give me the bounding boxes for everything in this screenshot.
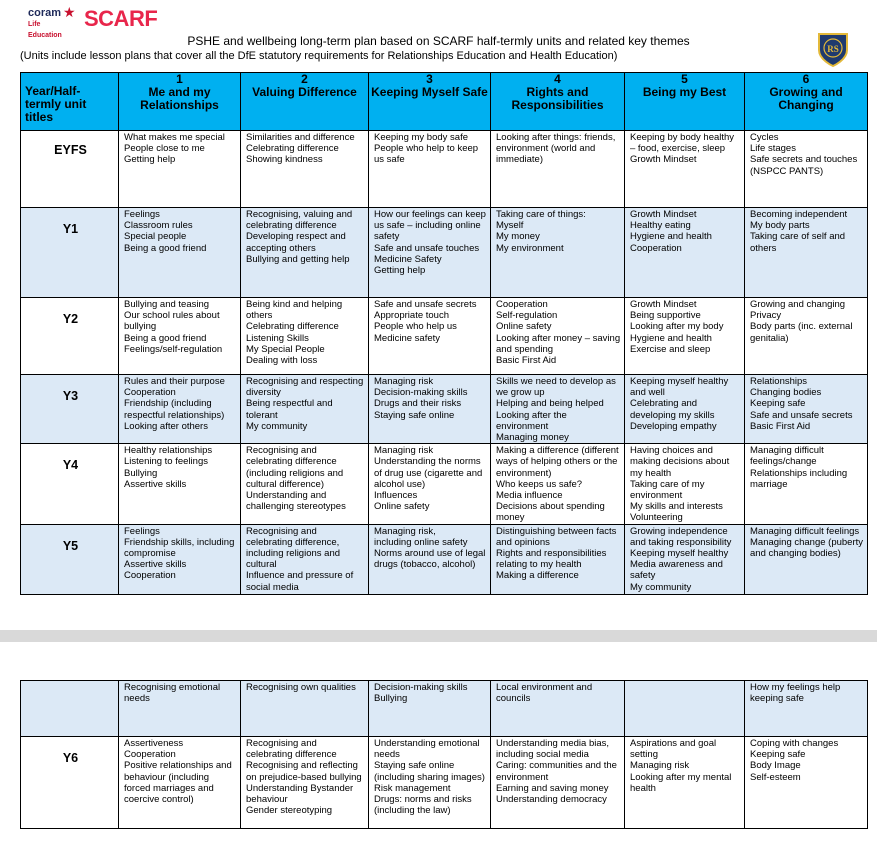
table-row <box>21 131 868 208</box>
theme-cell <box>625 681 745 737</box>
theme-item: Cooperation <box>630 242 682 254</box>
theme-item: Self-esteem <box>750 771 801 783</box>
theme-item: People who help us <box>374 321 457 333</box>
theme-item: Bullying <box>124 467 158 479</box>
theme-item: Dealing with loss <box>246 355 318 367</box>
theme-item: Risk management <box>374 782 451 794</box>
theme-item: Norms around use of legal drugs (tobacco, alcohol) <box>374 548 486 571</box>
theme-item: Who keeps us safe? <box>496 478 583 490</box>
theme-item: Being a good friend <box>124 332 207 344</box>
unit-header-3 <box>369 73 491 131</box>
theme-item: Coping with changes <box>750 738 839 749</box>
theme-item: Safe and unsafe secrets <box>374 299 477 310</box>
theme-item: Body parts (inc. external genitalia) <box>750 321 853 344</box>
theme-item: My community <box>630 581 692 593</box>
theme-item: Keeping my body safe <box>374 132 469 143</box>
theme-cell <box>491 737 625 829</box>
theme-item: Assertive skills <box>124 478 187 490</box>
theme-item: Keeping myself healthy <box>630 548 729 560</box>
theme-cell <box>625 131 745 208</box>
theme-item: Developing respect and accepting others <box>246 231 346 254</box>
theme-item: Getting help <box>124 154 176 166</box>
theme-cell <box>119 375 241 444</box>
theme-cell <box>491 208 625 298</box>
page-break-divider <box>0 630 877 642</box>
theme-item: Assertive skills <box>124 559 187 571</box>
theme-item: What makes me special <box>124 132 225 143</box>
theme-item: Staying safe online (including sharing images) <box>374 760 485 783</box>
theme-item: Volunteering <box>630 512 683 524</box>
theme-item: Online safety <box>374 501 430 513</box>
theme-item: Friendship (including respectful relationships) <box>124 398 225 421</box>
unit-title: Me and my Relationships <box>140 85 219 112</box>
unit-header-2 <box>241 73 369 131</box>
theme-item: Privacy <box>750 310 782 322</box>
unit-number: 2 <box>301 72 308 86</box>
theme-item: Recognising and celebrating difference (including religions and cultural difference) <box>246 445 344 490</box>
theme-item: Taking care of things: <box>496 209 586 220</box>
theme-item: Exercise and sleep <box>630 343 711 355</box>
table-row <box>21 524 868 594</box>
theme-cell <box>491 681 625 737</box>
theme-item: Earning and saving money <box>496 782 609 794</box>
theme-item: Getting help <box>374 265 426 277</box>
theme-item: Similarities and difference <box>246 132 355 143</box>
theme-item: Cooperation <box>496 299 548 310</box>
theme-item: Developing empathy <box>630 420 717 432</box>
theme-item: Understanding emotional needs <box>374 738 480 761</box>
theme-cell <box>369 375 491 444</box>
theme-item: People close to me <box>124 143 205 155</box>
theme-item: Gender stereotyping <box>246 805 333 817</box>
theme-cell <box>491 524 625 594</box>
year-label: Y1 <box>21 208 119 298</box>
theme-item: Decision-making skills <box>374 682 468 693</box>
theme-item: Celebrating difference <box>246 143 339 155</box>
theme-cell <box>369 524 491 594</box>
theme-item: Looking after others <box>124 420 208 432</box>
theme-item: Online safety <box>496 321 552 333</box>
theme-item: Feelings/self-regulation <box>124 343 223 355</box>
theme-cell <box>241 375 369 444</box>
theme-item: Influence and pressure of social media <box>246 570 354 593</box>
theme-item: Understanding democracy <box>496 794 607 806</box>
theme-item: Healthy eating <box>630 220 691 232</box>
table-row <box>21 208 868 298</box>
theme-item: Decisions about spending money <box>496 501 605 524</box>
theme-item: Recognising and respecting diversity <box>246 376 364 399</box>
theme-item: Looking after money – saving and spending <box>496 332 621 355</box>
year-label: Y6 <box>21 737 119 829</box>
theme-item: Taking care of self and others <box>750 231 846 254</box>
theme-item: Special people <box>124 231 187 243</box>
theme-cell <box>119 131 241 208</box>
theme-item: Being respectful and tolerant <box>246 398 333 421</box>
table-row <box>21 375 868 444</box>
theme-cell <box>491 131 625 208</box>
theme-item: My skills and interests <box>630 501 723 513</box>
theme-cell <box>369 737 491 829</box>
theme-cell <box>625 298 745 375</box>
theme-item: Looking after the environment <box>496 409 567 432</box>
theme-item: Relationships including marriage <box>750 467 848 490</box>
unit-title: Growing and Changing <box>769 85 843 112</box>
page-subtitle: (Units include lesson plans that cover all the DfE statutory requirements for Relationships Education and Health Education) <box>20 50 618 62</box>
theme-item: Looking after things: friends, environment (world and immediate) <box>496 132 616 166</box>
theme-cell <box>119 208 241 298</box>
theme-item: Becoming independent <box>750 209 848 220</box>
theme-item: Managing change (puberty and changing bodies) <box>750 536 864 560</box>
theme-item: Recognising, valuing and celebrating difference <box>246 209 353 232</box>
theme-item: Hygiene and health <box>630 231 712 243</box>
theme-item: Safe and unsafe secrets <box>750 409 853 421</box>
unit-number: 4 <box>554 72 561 86</box>
theme-cell <box>369 208 491 298</box>
theme-cell <box>369 131 491 208</box>
theme-item: Rights and responsibilities relating to my health <box>496 548 607 571</box>
theme-item: Basic First Aid <box>496 355 557 367</box>
theme-item: Basic First Aid <box>750 420 811 432</box>
year-label: Y4 <box>21 444 119 524</box>
theme-item: Media awareness and safety <box>630 559 723 582</box>
theme-item: Listening to feelings <box>124 456 208 468</box>
theme-cell <box>241 298 369 375</box>
unit-header-1 <box>119 73 241 131</box>
unit-title: Keeping Myself Safe <box>371 85 488 99</box>
long-term-plan-table <box>20 72 868 595</box>
theme-item: Classroom rules <box>124 220 193 232</box>
theme-item: Life stages <box>750 143 796 155</box>
theme-cell <box>241 208 369 298</box>
theme-item: Recognising emotional needs <box>124 682 221 705</box>
theme-item: Understanding the norms of drug use (cigarette and alcohol use) <box>374 456 483 490</box>
theme-item: Managing difficult feelings/change <box>750 445 824 468</box>
theme-item: Being a good friend <box>124 242 207 254</box>
unit-header-4 <box>491 73 625 131</box>
theme-item: Assertiveness <box>124 738 184 749</box>
theme-cell <box>369 681 491 737</box>
theme-item: My community <box>246 420 308 432</box>
theme-cell <box>745 208 868 298</box>
theme-item: Recognising and celebrating difference, including religions and cultural <box>246 525 341 571</box>
year-column-header: Year/Half-termly unit titles <box>21 73 119 131</box>
theme-item: Understanding Bystander behaviour <box>246 782 354 806</box>
theme-cell <box>119 298 241 375</box>
theme-item: Looking after my body <box>630 321 724 333</box>
unit-number: 1 <box>176 72 183 86</box>
theme-item: Friendship skills, including compromise <box>124 536 235 560</box>
theme-item: Growth Mindset <box>630 154 697 166</box>
table-row <box>21 737 868 829</box>
theme-item: Relationships <box>750 376 808 387</box>
theme-cell <box>119 444 241 524</box>
theme-item: Skills we need to develop as we grow up <box>496 376 616 399</box>
theme-cell <box>745 444 868 524</box>
theme-item: Body Image <box>750 760 801 772</box>
theme-item: Drugs and their risks <box>374 398 462 410</box>
theme-item: Managing risk, <box>374 525 436 537</box>
theme-cell <box>745 524 868 594</box>
page-title: PSHE and wellbeing long-term plan based on SCARF half-termly units and related key themes <box>187 34 690 48</box>
theme-cell <box>625 524 745 594</box>
theme-item: Taking care of my environment <box>630 478 705 502</box>
theme-cell <box>369 444 491 524</box>
theme-item: Medicine safety <box>374 332 441 344</box>
theme-cell <box>241 737 369 829</box>
theme-item: Changing bodies <box>750 387 822 399</box>
theme-cell <box>625 444 745 524</box>
theme-item: Recognising own qualities <box>246 682 356 693</box>
theme-item: My Special People <box>246 343 325 355</box>
unit-number: 3 <box>426 72 433 86</box>
theme-item: Positive relationships and behaviour (including forced marriages and coercive control) <box>124 760 232 806</box>
theme-item: Safe secrets and touches (NSPCC PANTS) <box>750 154 858 177</box>
theme-item: Listening Skills <box>246 332 309 344</box>
theme-item: Making a difference (different ways of helping others or the environment) <box>496 445 619 479</box>
theme-cell <box>745 681 868 737</box>
coram-subtitle: Life Education <box>28 21 62 39</box>
unit-header-5 <box>625 73 745 131</box>
theme-item: How our feelings can keep us safe – including online safety <box>374 209 486 243</box>
theme-item: Feelings <box>124 209 160 220</box>
theme-item: Keeping safe <box>750 749 806 761</box>
theme-item: Self-regulation <box>496 310 558 322</box>
theme-item: Keeping by body healthy – food, exercise, sleep <box>630 132 735 155</box>
theme-item: Influences <box>374 490 418 502</box>
theme-item: Hygiene and health <box>630 332 712 344</box>
theme-cell <box>491 375 625 444</box>
unit-number: 5 <box>681 72 688 86</box>
theme-item: Having choices and making decisions about my health <box>630 445 730 479</box>
unit-title: Rights and Responsibilities <box>511 85 604 112</box>
theme-cell <box>241 131 369 208</box>
scarf-logo: SCARF <box>84 6 158 31</box>
theme-item: Staying safe online <box>374 409 455 421</box>
theme-item: Bullying <box>374 693 408 705</box>
theme-item: Appropriate touch <box>374 310 449 322</box>
theme-item: Celebrating and developing my skills <box>630 398 715 421</box>
theme-item: Safe and unsafe touches <box>374 242 480 254</box>
theme-item: including online safety <box>374 536 468 548</box>
theme-cell <box>745 131 868 208</box>
theme-item: Cooperation <box>124 749 176 761</box>
table-row <box>21 444 868 524</box>
theme-cell <box>119 524 241 594</box>
theme-cell <box>625 737 745 829</box>
theme-item: My environment <box>496 242 564 254</box>
table-header-row <box>21 73 868 131</box>
theme-item: Rules and their purpose <box>124 376 225 387</box>
theme-cell <box>241 681 369 737</box>
long-term-plan-table-continued <box>20 680 868 829</box>
table-row <box>21 298 868 375</box>
theme-item: Feelings <box>124 525 160 537</box>
theme-item: Aspirations and goal setting <box>630 738 717 761</box>
theme-item: Being supportive <box>630 310 701 322</box>
theme-item: Local environment and councils <box>496 682 593 705</box>
theme-cell <box>625 208 745 298</box>
theme-cell <box>119 681 241 737</box>
theme-item: Looking after my mental health <box>630 771 732 794</box>
theme-item: Bullying and teasing <box>124 299 210 310</box>
theme-cell <box>119 737 241 829</box>
theme-item: Being kind and helping others <box>246 299 343 322</box>
theme-item: My money <box>496 231 540 243</box>
theme-cell <box>745 375 868 444</box>
theme-item: People who help to keep us safe <box>374 143 479 166</box>
unit-title: Being my Best <box>642 85 727 99</box>
theme-item: Understanding media bias, including social media <box>496 738 610 761</box>
theme-item: Growing independence and taking responsibility <box>630 525 732 548</box>
theme-item: Recognising and celebrating difference <box>246 738 337 761</box>
year-label: Y2 <box>21 298 119 375</box>
theme-item: Helping and being helped <box>496 398 604 410</box>
theme-item: Healthy relationships <box>124 445 213 457</box>
unit-title: Valuing Difference <box>252 85 357 99</box>
theme-item: Bullying and getting help <box>246 253 350 265</box>
coram-logo-text: coram Life Education <box>28 7 62 39</box>
theme-item: Cooperation <box>124 570 176 582</box>
theme-item: Growing and changing <box>750 299 846 310</box>
theme-cell <box>491 298 625 375</box>
theme-cell <box>625 375 745 444</box>
star-icon: ★ <box>63 4 76 20</box>
theme-item: Managing difficult feelings <box>750 525 860 537</box>
theme-item: Cooperation <box>124 387 176 399</box>
year-label: Y3 <box>21 375 119 444</box>
theme-cell <box>745 298 868 375</box>
theme-item: Showing kindness <box>246 154 323 166</box>
theme-item: Recognising and reflecting on prejudice-based bullying <box>246 760 362 783</box>
year-label <box>21 681 119 737</box>
theme-item: How my feelings help keeping safe <box>750 682 841 705</box>
theme-item: Our school rules about bullying <box>124 310 220 333</box>
theme-item: Keeping myself healthy and well <box>630 376 729 399</box>
theme-item: Distinguishing between facts and opinions <box>496 525 617 548</box>
theme-item: Understanding and challenging stereotypes <box>246 490 346 513</box>
theme-item: Managing risk <box>630 760 690 772</box>
theme-cell <box>241 444 369 524</box>
theme-cell <box>491 444 625 524</box>
unit-header-6 <box>745 73 868 131</box>
year-label: EYFS <box>21 131 119 208</box>
year-label: Y5 <box>21 524 119 594</box>
theme-item: Media influence <box>496 490 563 502</box>
theme-item: Myself <box>496 220 524 232</box>
theme-item: Managing risk <box>374 445 434 457</box>
table-row <box>21 681 868 737</box>
theme-item: Drugs: norms and risks (including the law) <box>374 794 472 817</box>
theme-item: Medicine Safety <box>374 253 442 265</box>
theme-item: Making a difference <box>496 570 579 582</box>
theme-item: Growth Mindset <box>630 209 697 220</box>
theme-item: Decision-making skills <box>374 387 468 399</box>
svg-text:RS: RS <box>827 44 839 54</box>
theme-item: Keeping safe <box>750 398 806 410</box>
theme-item: Caring: communities and the environment <box>496 760 617 783</box>
theme-cell <box>241 524 369 594</box>
theme-item: Celebrating difference <box>246 321 339 333</box>
theme-cell <box>745 737 868 829</box>
theme-item: Managing money <box>496 432 569 444</box>
school-crest-icon <box>817 32 849 68</box>
theme-cell <box>369 298 491 375</box>
theme-item: Cycles <box>750 132 779 143</box>
unit-number: 6 <box>802 72 810 86</box>
theme-item: My body parts <box>750 220 810 232</box>
theme-item: Growth Mindset <box>630 299 697 310</box>
theme-item: Managing risk <box>374 376 434 387</box>
